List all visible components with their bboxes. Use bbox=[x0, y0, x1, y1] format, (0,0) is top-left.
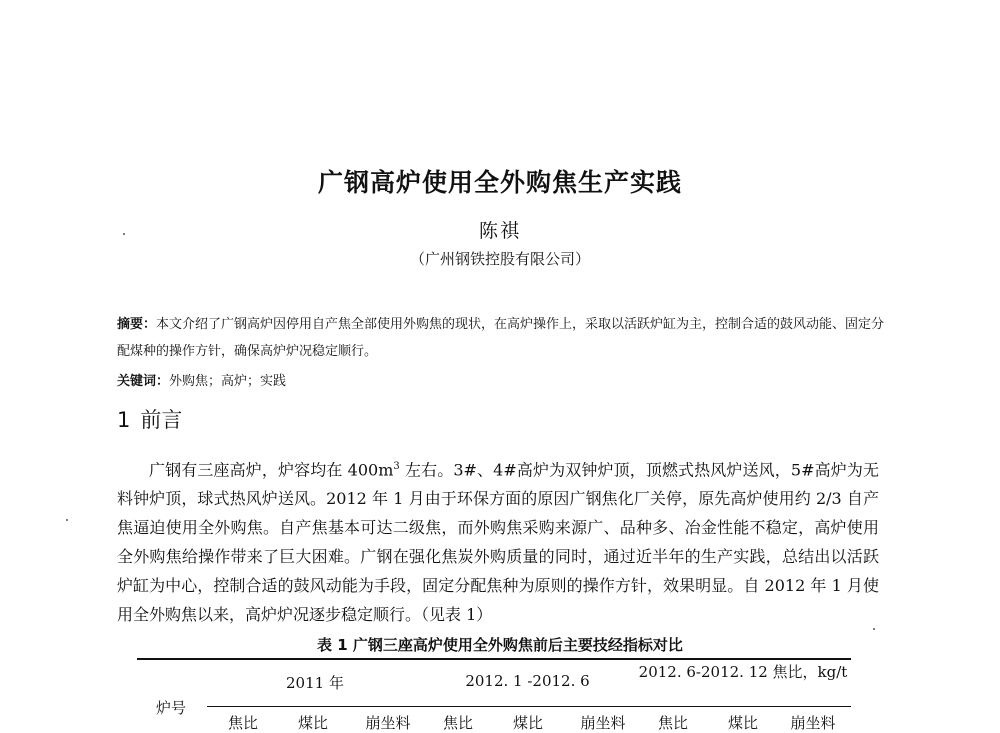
group-header-2011: 2011 年 bbox=[286, 674, 344, 692]
subheader-slip-2: 崩坐料 bbox=[580, 714, 626, 732]
keywords-label: 关键词： bbox=[117, 374, 170, 389]
affiliation: （广州钢铁控股有限公司） bbox=[409, 250, 590, 268]
abstract bbox=[117, 311, 887, 365]
subheader-coke-2: 焦比 bbox=[442, 714, 473, 732]
subheader-coke-1: 焦比 bbox=[227, 714, 258, 732]
scan-speck bbox=[123, 233, 125, 235]
section-title: 前言 bbox=[140, 408, 183, 432]
body-part-2: 左右。3#、4#高炉为双钟炉顶，顶燃式热风炉送风，5#高炉为无料钟炉顶，球式热风炉送风。2012 年 1 月由于环保方面的原因广钢焦化厂关停，原先高炉使用约 2/3 自产焦逼迫使用全外购焦。自产焦基本可达二级焦，而外购焦采购来源广、品种多、冶金性能不稳定，高炉使用全外购焦给操作带来了巨大困难。广钢在强化焦炭外购质量的同时，通过近半年的生产实践，总结出以活跃炉缸为中心，控制合适的鼓风动能为手段，固定分配焦种为原则的操作方针，效果明显。自 2012 年 1 月使用全外购焦以来，高炉炉况逐步稳定顺行。（见表 1） bbox=[117, 460, 879, 625]
abstract-label: 摘要： bbox=[117, 317, 157, 332]
subheader-slip-3: 崩坐料 bbox=[790, 714, 836, 732]
subheader-coal-1: 煤比 bbox=[297, 714, 328, 732]
abstract-text: 本文介绍了广钢高炉因停用自产焦全部使用外购焦的现状，在高炉操作上，采取以活跃炉缸为主，控制合适的鼓风动能、固定分配煤种的操作方针，确保高炉炉况稳定顺行。 bbox=[117, 317, 885, 359]
table-caption: 表 1 广钢三座高炉使用全外购焦前后主要技经指标对比 bbox=[317, 636, 683, 654]
subheader-coke-3: 焦比 bbox=[657, 714, 688, 732]
keywords-text: 外购焦；高炉；实践 bbox=[169, 374, 287, 389]
scan-speck bbox=[873, 628, 875, 630]
table-top-rule bbox=[137, 658, 851, 660]
group-header-2012h2: 2012. 6-2012. 12 焦比，kg/t bbox=[638, 663, 848, 681]
body-superscript: 3 bbox=[393, 461, 400, 472]
author: 陈祺 bbox=[478, 220, 521, 242]
subheader-slip-1: 崩坐料 bbox=[365, 714, 411, 732]
body-paragraph bbox=[117, 452, 879, 629]
body-part-1: 广钢有三座高炉，炉容均在 400m bbox=[149, 460, 394, 480]
keywords bbox=[117, 370, 286, 389]
table-mid-rule bbox=[207, 706, 851, 707]
group-header-2012h1: 2012. 1 -2012. 6 bbox=[465, 672, 590, 690]
section-number: 1 bbox=[117, 408, 131, 432]
subheader-coal-2: 煤比 bbox=[512, 714, 543, 732]
section-heading bbox=[117, 404, 182, 434]
scan-speck bbox=[66, 519, 68, 521]
subheader-coal-3: 煤比 bbox=[727, 714, 758, 732]
row-header-furnace: 炉号 bbox=[155, 699, 186, 717]
paper-title: 广钢高炉使用全外购焦生产实践 bbox=[317, 168, 682, 197]
